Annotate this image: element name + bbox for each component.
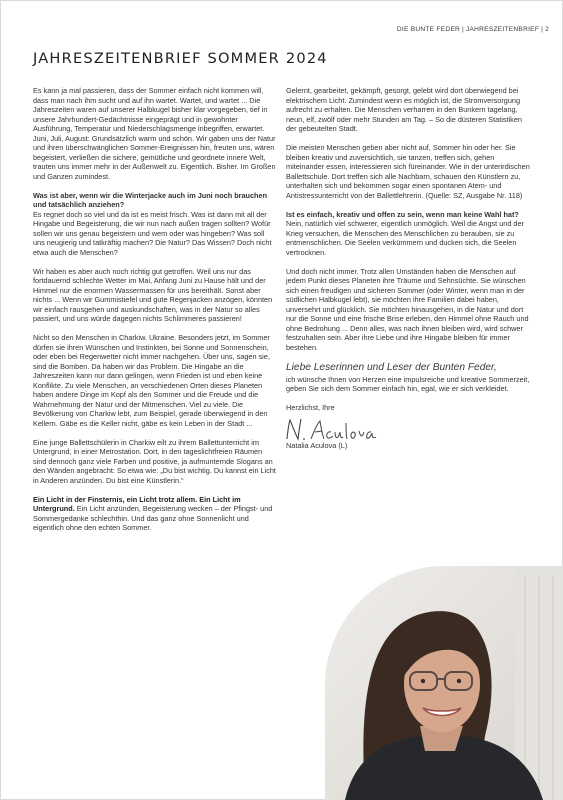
question-heading: Ist es einfach, kreativ und offen zu sein, wenn man keine Wahl hat? — [286, 209, 519, 219]
section-name: JAHRESZEITENBRIEF — [465, 26, 540, 33]
paragraph: Eine junge Ballettschülerin in Charkiw eilt zu ihrem Ballettunterricht im Untergrund, in einer Metrostation. Dort, in den tageslichtfreien Räumen sind dennoch ganz viele Farben und positive, ja aufmunternde Slogans an den Wänden angebracht: So etwa wie: „Du bist wichtig. Du kannst ein Licht in Anderen anzünden. Du bist eine Künstlerin.“ — [33, 437, 276, 485]
left-column — [33, 86, 276, 542]
paragraph: Es kann ja mal passieren, dass der Sommer einfach nicht kommen will, dass man nach ihm sucht und auf ihn wartet. Wartet, und wartet ... Die Jahreszeiten waren auf unserer Halbkugel bisher klar vorgegeben, tief in unsere Jahrhundert-Gedächtnisse eingeprägt und in gewohnter Ausführung, Temperatur und Niederschlagsmenge inbegriffen, erwartet. Juni, Juli, August: Grundsätzlich warm und schön. Wir gaben uns der Natur und ihren überschwänglichen Sommer-Ereignissen hin, freuten uns, wären begeistert, verließen die sichere, gemütliche und geordnete innere Welt, trauten uns immer mehr in der Außenwelt zu. Eigentlich. Bisher. Im Großen und Ganzen zumindest. — [33, 86, 276, 181]
paragraph: Gelernt, gearbeitet, gekämpft, gesorgt, gelebt wird dort überwiegend bei elektrischem Licht. Zumindest wenn es möglich ist, die Stromversorgung aufrecht zu erhalten. Die Menschen verharren in den Bunkern tagelang, neun, elf, zwölf oder mehr Stunden am Tag. – So die düsteren Statistiken der gebeutelten Stadt. — [286, 86, 522, 133]
paragraph: Nicht so den Menschen in Charkiw. Ukraine. Besonders jetzt, im Sommer dürfen sie ihren Wünschen und Instinkten, bei Sonne und Sonnenschein, oder eben bei Regenwetter nicht immer nachgehen. Über uns, sagen sie, sind die Bomben. Da haben wir das Problem. Die Hingabe an die Jahreszeiten kann nur dann gelingen, wenn Frieden ist und eben keine Konflikte. Zu viele Menschen, an verschiedenen Orten dieses Planeten haben andere Dinge im Kopf als den Sommer und die Freude und die Wahrnehmung der Natur und der Mitmenschen. Viel zu viele. Die Bevölkerung von Charkiw lebt, zum Beispiel, gerade überwiegend in den Kellern. Gäbe es die Keller nicht, gäbe es kein Leben in der Stadt ... — [33, 333, 270, 428]
paragraph-text: Nein, natürlich viel schwerer, eigentlich unmöglich. Weil die Angst und der Krieg versuchen, die Menschen des Menschlichen zu berauben, sie zu entmenschlichen. Die Seelen verkümmern und ducken sich, die Seelen vertrocknen. — [286, 219, 524, 257]
paragraph — [33, 191, 276, 258]
page-title: JAHRESZEITENBRIEF SOMMER 2024 — [33, 50, 328, 67]
paragraph: Und doch nicht immer. Trotz allen Umständen haben die Menschen auf jedem Punkt dieses Planeten ihre Träume und Sehnsüchte. Sie wünschen sich einen freudigen und sicheren Sommer (oder Winter, wenn man in der südlichen Halbkugel lebt), sie möchten ihre Familien dabei haben, unversehrt und glücklich. Sie möchten hinausgehen, in die Natur und dort nur die Sonne und eine frische Brise erleben, den Himmel ohne Rauch und ohne Bedrohung ... Denn alles, was nach ihnen bleiben wird, wird schwer festzuhalten sein. Aber ihre Liebe und ihre Hingabe bleiben für immer bestehen. — [286, 266, 529, 352]
paragraph — [286, 210, 532, 258]
paragraph-text: Ein Licht anzünden, Begeisterung wecken – der Pfingst- und Sommergedanke schlechthin. Und das ganz ohne Sonnenlicht und eigentlich ohne den echten Sommer. — [33, 504, 273, 532]
running-head: DIE BUNTE FEDER | JAHRESZEITENBRIEF | 2 — [396, 26, 549, 33]
greeting: Liebe Leserinnen und Leser der Bunten Feder, — [286, 361, 497, 373]
closing-line: Herzlichst, Ihre — [286, 403, 335, 412]
paragraph — [33, 495, 276, 533]
signature-icon — [284, 415, 380, 443]
emphasis-text: Ein Licht in der Finsternis, ein Licht trotz allem. Ein Licht im Untergrund. — [33, 494, 241, 513]
paragraph-text: Es regnet doch so viel und da ist es meist frisch. Was ist dann mit all der Hingabe und Begeisterung, die wir nun nach außen tragen sollten? Wofür sollen wir uns genau begeistern und wem oder was hingeben? Was soll uns neugierig und tatkräftig machen? Die Natur? Das Wissen? Doch nicht etwa auch die Menschen? — [33, 209, 272, 257]
portrait-image — [325, 566, 563, 800]
author-name: Natalia Aculova (L) — [286, 440, 348, 450]
author-photo — [325, 566, 563, 800]
brand-name: DIE BUNTE FEDER — [396, 26, 460, 33]
question-heading: Was ist aber, wenn wir die Winterjacke auch im Juni noch brauchen und tatsächlich anziehen? — [33, 190, 268, 209]
paragraph — [286, 362, 532, 394]
paragraph: Die meisten Menschen geben aber nicht auf, Sommer hin oder her. Sie bleiben kreativ und zuversichtlich, sie tanzen, treffen sich, gehen miteinander essen, interessieren sich füreinander. Wie in der unterirdischen Ballettschule. Dort treffen sich alle Nachbarn, schauen den Künstlern zu, unterhalten sich und bekommen sogar einen spontanen Atem- und Antistressunterricht von der Ballettlehrerin. (Quelle: SZ, Ausgabe Nr. 118) — [286, 143, 530, 200]
paragraph-text: ich wünsche Ihnen von Herzen eine impulsreiche und kreative Sommerzeit, geben Sie sich dem Sommer einfach hin, egal, wie er sich verkleidet. — [286, 374, 530, 393]
page-number: 2 — [545, 26, 549, 33]
right-column — [286, 86, 532, 450]
paragraph: Wir haben es aber auch noch richtig gut getroffen. Weil uns nur das fortdauernd schlechte Wetter im Mai, Anfang Juni zu Hause hält und der Himmel nur die enormen Wassermassen für uns bereithält. Sonst aber nichts ... Wenn wir Gummistiefel und gute Regenjacken anzögen, könnten wir einfach rausgehen und auskundschaften, was in der Natur so alles passiert, und uns würde dagegen nichts Schlimmeres passieren! — [33, 266, 273, 323]
